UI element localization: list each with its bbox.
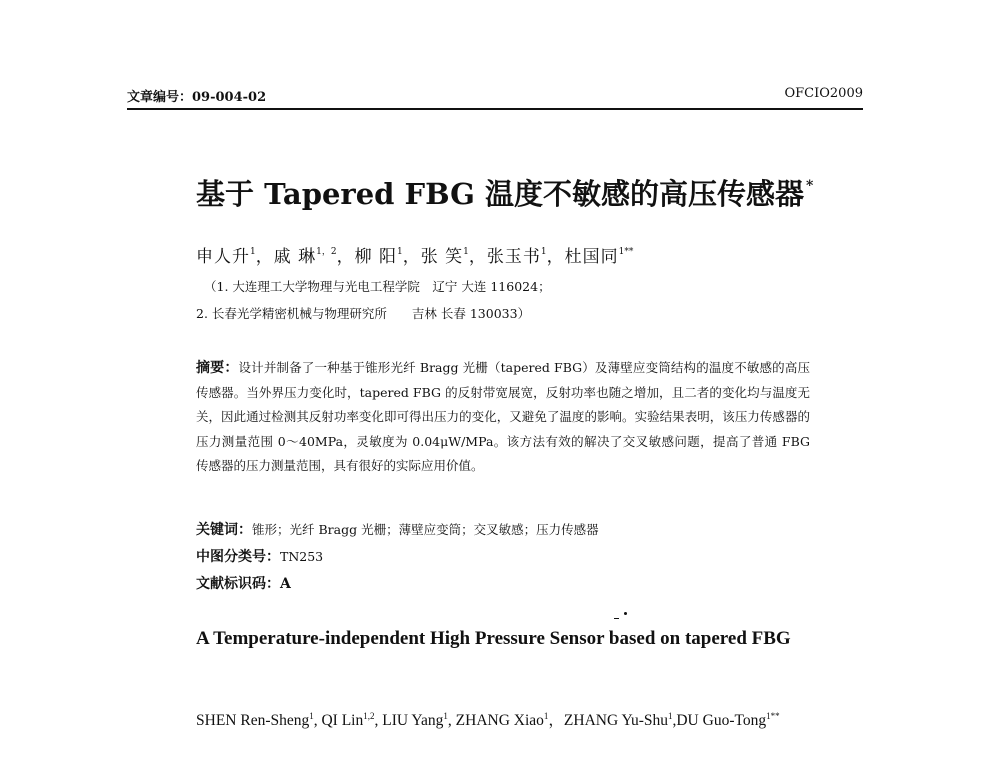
en-author [456,712,564,729]
zh-author-affiliation-mark: 1** [618,247,634,257]
document-code [196,573,291,593]
abstract [196,356,810,479]
en-author [382,712,455,729]
en-author-affiliation-mark: 1** [766,711,780,721]
en-author [321,712,382,729]
zh-author-name: 张 笑 [420,247,464,267]
zh-author-name: 柳 阳 [354,247,397,267]
en-author-name: QI Lin [321,712,364,730]
zh-author-affiliation-mark: 1 [463,247,469,257]
classification-number [196,546,323,566]
classification-label: 中图分类号： [196,549,280,565]
keywords [196,519,599,539]
zh-author-name: 戚 琳 [273,247,317,267]
paper-title-text: 基于 Tapered FBG 温度不敏感的高压传感器 [196,177,805,211]
page-header [127,86,863,110]
zh-author-separator: ， [402,247,421,267]
zh-author [421,247,487,267]
zh-author-affiliation-mark: 1 [540,247,547,257]
affiliation-1: （1. 大连理工大学物理与光电工程学院 辽宁 大连 116024； [204,279,551,294]
article-number: 文章编号：09-004-02 [127,90,267,105]
author-list-zh [196,242,633,267]
en-author-affiliation-mark: 1 [443,711,448,721]
en-author-name: ZHANG Yu-Shu [563,712,668,730]
en-author [196,712,321,729]
en-author-affiliation-mark: 1,2 [363,711,375,721]
zh-author-name: 申人升 [196,247,250,267]
conference-code: OFCIO2009 [784,86,863,101]
en-author-affiliation-mark: 1 [543,711,549,721]
paper-title-en: A Temperature-independent High Pressure Sensor based on tapered FBG [196,628,791,649]
zh-author-affiliation-mark: 1，2 [316,247,337,257]
zh-author-affiliation-mark: 1 [250,247,256,257]
en-author-name: DU Guo-Tong [676,712,767,730]
en-author-separator: ， [548,712,564,730]
en-author-separator: , [313,712,322,730]
document-code-label: 文献标识码： [196,576,280,592]
keywords-text: 锥形；光纤 Bragg 光栅；薄壁应变筒；交叉敏感；压力传感器 [252,522,599,537]
scan-mark-dot [624,612,627,615]
zh-author-name: 杜国同 [564,247,619,267]
scan-mark-dash [614,618,619,619]
zh-author-separator: ， [546,247,565,267]
paper-title [196,172,813,213]
en-author-separator: , [447,712,456,730]
zh-author-separator: ， [255,247,274,267]
en-author-separator: , [672,712,677,730]
zh-author [274,247,355,267]
title-footnote-mark: * [806,178,814,194]
en-author [676,712,779,729]
abstract-text: 设计并制备了一种基于锥形光纤 Bragg 光栅（tapered FBG）及薄壁应变筒结构的温度不敏感的高压传感器。当外界压力变化时，tapered FBG 的反射带宽展宽，反射功率也随之增加，且二者的变化均与温度无关，因此通过检测其反射功率变化即可得出压力的变化，又避免了温度的影响。实验结果表明，该压力传感器的压力测量范围 0～40MPa，灵敏度为 0.04μW/MPa。该方法有效的解决了交叉敏感问题，提高了普通 FBG 传感器的压力测量范围，具有很好的实际应用价值。 [196,360,811,473]
en-author-name: SHEN Ren-Sheng [196,712,310,730]
en-author-separator: , [374,712,383,730]
zh-author-name: 张玉书 [486,247,541,267]
en-author-name: ZHANG Xiao [455,712,544,730]
zh-author-separator: ， [468,247,487,267]
en-author-affiliation-mark: 1 [309,711,314,721]
zh-author [355,247,421,267]
zh-author-affiliation-mark: 1 [397,247,403,257]
zh-author [565,247,634,267]
en-author-name: LIU Yang [382,712,444,730]
author-list-en [196,703,836,734]
document-code-value: A [280,576,291,592]
classification-value: TN253 [280,549,324,564]
zh-author [196,247,274,267]
keywords-label: 关键词： [196,522,252,538]
affiliation-2: 2. 长春光学精密机械与物理研究所 吉林 长春 130033） [196,306,531,321]
zh-author [487,247,565,267]
en-author [564,712,676,729]
zh-author-separator: ， [336,247,355,267]
en-author-affiliation-mark: 1 [667,711,673,721]
abstract-label: 摘要： [196,360,239,376]
